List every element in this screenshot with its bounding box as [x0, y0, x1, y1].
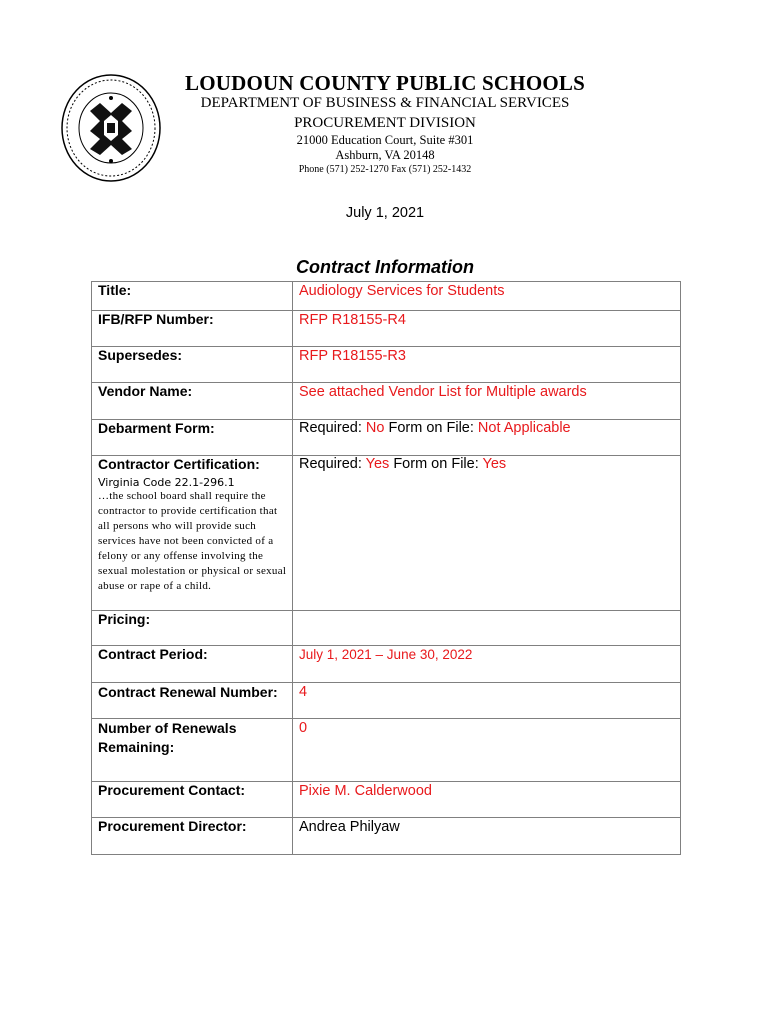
table-row [92, 420, 681, 456]
table-row [92, 611, 681, 646]
debarment-value [293, 420, 681, 456]
table-row [92, 383, 681, 420]
contract-info-table [91, 281, 681, 855]
debarment-file-value: Not Applicable [477, 420, 571, 436]
table-row [92, 347, 681, 383]
table-row [92, 818, 681, 855]
debarment-required-label: Required: [299, 420, 366, 436]
renewal-number-label: Contract Renewal Number: [98, 684, 278, 700]
pricing-label: Pricing: [98, 611, 151, 627]
table-row [92, 282, 681, 311]
vendor-value: See attached Vendor List for Multiple awards [299, 384, 587, 400]
county-seal-icon [60, 73, 162, 183]
director-value: Andrea Philyaw [299, 819, 400, 835]
table-row [92, 683, 681, 719]
certification-required-value: Yes [365, 456, 390, 472]
title-label: Title: [98, 282, 132, 298]
address-line-2: Ashburn, VA 20148 [335, 148, 435, 162]
debarment-required-value: No [365, 420, 385, 436]
certification-required-label: Required: [299, 456, 366, 472]
certification-text: …the school board shall require the contractor to provide certification that all persons who will provide such services have not been convicted of a felony or any offense involving the sexual molestation or physical or sexual abuse or rape of a child. [98, 490, 287, 592]
table-row [92, 456, 681, 611]
organization-name: LOUDOUN COUNTY PUBLIC SCHOOLS [185, 71, 585, 95]
supersedes-label: Supersedes: [98, 347, 183, 363]
section-title: Contract Information [296, 257, 474, 277]
contact-label: Procurement Contact: [98, 782, 246, 798]
period-label: Contract Period: [98, 646, 208, 662]
certification-file-label: Form on File: [389, 456, 483, 472]
document-date: July 1, 2021 [345, 205, 425, 221]
table-row [92, 646, 681, 683]
period-value: July 1, 2021 – June 30, 2022 [299, 647, 473, 662]
debarment-label: Debarment Form: [98, 420, 215, 436]
division-name: PROCUREMENT DIVISION [294, 115, 476, 131]
address-line-1: 21000 Education Court, Suite #301 [296, 133, 474, 147]
certification-value [293, 456, 681, 611]
ifb-rfp-label: IFB/RFP Number: [98, 311, 214, 327]
table-row [92, 719, 681, 782]
department-name: DEPARTMENT OF BUSINESS & FINANCIAL SERVICES [200, 95, 570, 111]
renewals-remaining-value: 0 [299, 720, 308, 736]
title-value: Audiology Services for Students [299, 283, 505, 299]
table-row [92, 311, 681, 347]
renewal-number-value: 4 [299, 684, 308, 700]
debarment-file-label: Form on File: [384, 420, 478, 436]
vendor-label: Vendor Name: [98, 383, 193, 399]
renewals-remaining-label: Number of Renewals Remaining: [98, 720, 237, 755]
ifb-rfp-value: RFP R18155-R4 [299, 312, 406, 328]
certification-label: Contractor Certification: [98, 456, 260, 472]
phone-fax: Phone (571) 252-1270 Fax (571) 252-1432 [298, 164, 472, 175]
contact-value: Pixie M. Calderwood [299, 783, 432, 799]
certification-file-value: Yes [482, 456, 507, 472]
certification-code: Virginia Code 22.1-296.1 [98, 476, 235, 489]
table-row [92, 782, 681, 818]
supersedes-value: RFP R18155-R3 [299, 348, 406, 364]
director-label: Procurement Director: [98, 818, 247, 834]
